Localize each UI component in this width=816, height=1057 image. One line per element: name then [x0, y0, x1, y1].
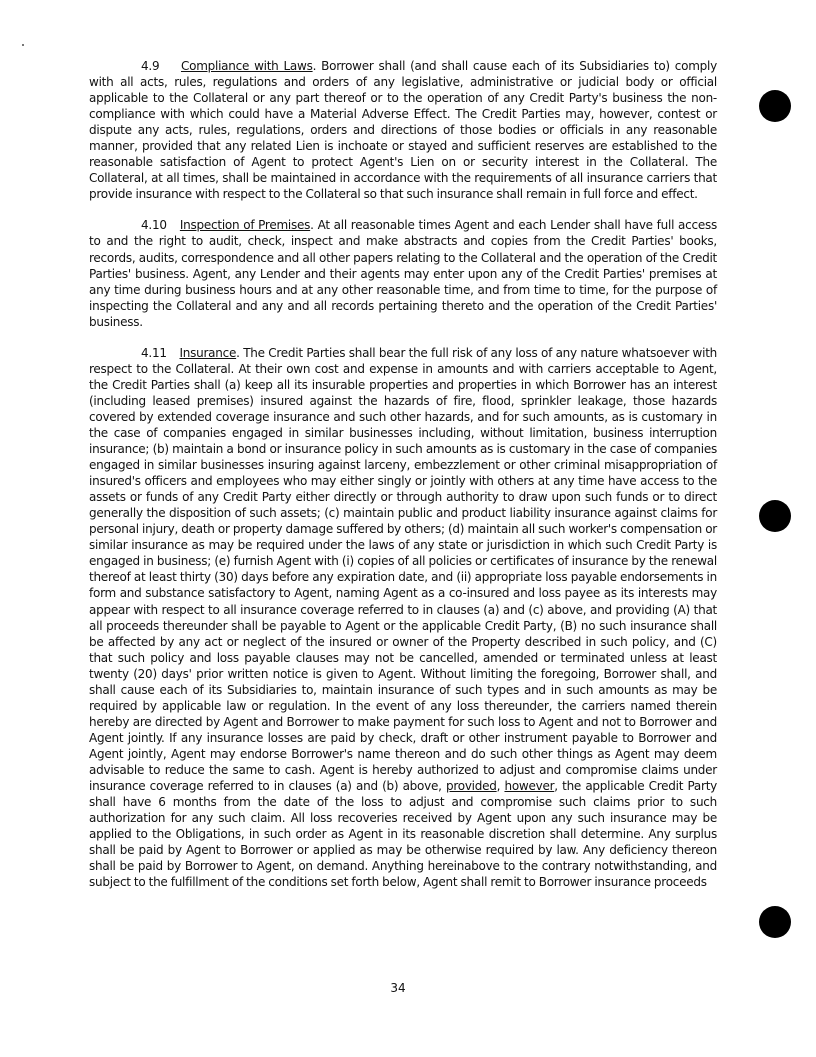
section-number: 4.10 [141, 218, 167, 233]
punch-hole-middle [759, 500, 791, 532]
proviso-provided: provided [445, 779, 497, 794]
section-number: 4.9 [141, 59, 160, 73]
body-text [89, 58, 717, 890]
section-body: Borrower shall (and shall cause each of its Subsidiaries to) comply with all acts, rules, regulations and orders of any legislative, administrative or judicial body or official applicable to the Collateral or any part thereof or to the operation of any Credit Party's business the non-compliance with which could have a Material Adverse Effect. The Credit Parties may, however, contest or dispute any acts, rules, regulations, orders and directions of those bodies or officials in any reasonable manner, provided that any related Lien is inchoate or stayed and sufficient reserves are established to the reasonable satisfaction of Agent to protect Agent's Lien on or security interest in the Collateral. The Collateral, at all times, shall be maintained in accordance with the requirements of all insurance carriers that provide insurance with respect to the Collateral so that such insurance shall remain in full force and effect. [89, 59, 717, 202]
page-number: 34 [390, 981, 406, 995]
punch-hole-bottom [759, 906, 791, 938]
section-4-10: 4.10 Inspection of Premises. At all reasonable times Agent and each Lender shall have full access to and the right to audit, check, inspect and make abstracts and copies from the Credit Parties' books, records, audits, correspondence and all other papers relating to the Collateral and the operation of the Credit Parties' business. Agent, any Lender and their agents may enter upon any of the Credit Parties' premises at any time during business hours and at any other reasonable time, and from time to time, for the purpose of inspecting the Collateral and any and all records pertaining thereto and the operation of the Credit Parties' business. [89, 218, 717, 329]
section-body: At all reasonable times Agent and each Lender shall have full access to and the right to audit, check, inspect and make abstracts and copies from the Credit Parties' books, records, audits, correspondence and all other papers relating to the Collateral and the operation of the Credit Parties' business. Agent, any Lender and their agents may enter upon any of the Credit Parties' premises at any time during business hours and at any other reasonable time, and from time to time, for the purpose of inspecting the Collateral and any and all records pertaining thereto and the operation of the Credit Parties' business. [89, 218, 717, 329]
section-4-11: 4.11 Insurance. The Credit Parties shall bear the full risk of any loss of any nature whatsoever with respect to the Collateral. At their own cost and expense in amounts and with carriers acceptable to Agent, the Credit Parties shall (a) keep all its insurable properties and properties in which Borrower has an interest (including leased premises) insured against the hazards of fire, flood, sprinkler leakage, those hazards covered by extended coverage insurance and such other hazards, and for such amounts, as is customary in the case of companies engaged in similar businesses including, without limitation, business interruption insurance; (b) maintain a bond or insurance policy in such amounts as is customary in the case of companies engaged in similar businesses insuring against larceny, embezzlement or other criminal misappropriation of insured's officers and employees who may either singly or jointly with others at any time have access to the assets or funds of any Credit Party either directly or through authority to draw upon such funds or to direct generally the disposition of such assets; (c) maintain public and product liability insurance against claims for personal injury, death or property damage suffered by others; (d) maintain all such worker's compensation or similar insurance as may be required under the laws of any state or jurisdiction in which such Credit Party is engaged in business; (e) furnish Agent with (i) copies of all policies or certificates of insurance by the renewal thereof at least thirty (30) days before any expiration date, and (ii) appropriate loss payable endorsements in form and substance satisfactory to Agent, naming Agent as a co-insured and loss payee as its interests may appear with respect to all insurance coverage referred to in clauses (a) and (c) above, and providing (A) that all proceeds thereunder shall be payable to Agent or the applicable Credit Party, (B) no such insurance shall be affected by any act or neglect of the insured or owner of the Property described in such policy, and (C) that such policy and loss payable clauses may not be cancelled, amended or terminated unless at least twenty (20) days' prior written notice is given to Agent. Without limiting the foregoing, Borrower shall, and shall cause each of its Subsidiaries to, maintain insurance of such types and in such amounts as may be required by applicable law or regulation. In the event of any loss thereunder, the carriers named therein hereby are directed by Agent and Borrower to make payment for such loss to Agent and not to Borrower and Agent jointly. If any insurance losses are paid by check, draft or other instrument payable to Borrower and Agent jointly, Agent may endorse Borrower's name thereon and do such other things as Agent may deem advisable to reduce the same to cash. Agent is hereby authorized to adjust and compromise claims under insurance coverage referred to in clauses (a) and (b) above, provided, however, the applicable Credit Party shall have 6 months from the date of the loss to adjust and compromise such claims prior to such authorization for any such claim. All loss recoveries received by Agent upon any such insurance may be applied to the Obligations, in such order as Agent in its reasonable discretion shall determine. Any surplus shall be paid by Agent to Borrower or applied as may be otherwise required by law. Any deficiency thereon shall be paid by Borrower to Agent, on demand. Anything hereinabove to the contrary notwithstanding, and subject to the fulfillment of the conditions set forth below, Agent shall remit to Borrower insurance proceeds [89, 345, 718, 890]
section-heading: Compliance with Laws [180, 59, 313, 73]
scan-speck [22, 44, 24, 46]
section-4-9: 4.9 Compliance with Laws. Borrower shall (and shall cause each of its Subsidiaries to) comply with all acts, rules, regulations and orders of any legislative, administrative or judicial body or official applicable to the Collateral or any part thereof or to the operation of any Credit Party's business the non-compliance with which could have a Material Adverse Effect. The Credit Parties may, however, contest or dispute any acts, rules, regulations, orders and directions of those bodies or officials in any reasonable manner, provided that any related Lien is inchoate or stayed and sufficient reserves are established to the reasonable satisfaction of Agent to protect Agent's Lien on or security interest in the Collateral. The Collateral, at all times, shall be maintained in accordance with the requirements of all insurance carriers that provide insurance with respect to the Collateral so that such insurance shall remain in full force and effect. [89, 59, 717, 202]
proviso-however: however [504, 779, 555, 794]
section-body: The Credit Parties shall bear the full risk of any loss of any nature whatsoever with respect to the Collateral. At their own cost and expense in amounts and with carriers acceptable to Agent, the Credit Parties shall (a) keep all its insurable properties and properties in which Borrower has an interest (including leased premises) insured against the hazards of fire, flood, sprinkler leakage, those hazards covered by extended coverage insurance and such other hazards, and for such amounts, as is customary in the case of companies engaged in similar businesses including, without limitation, business interruption insurance; (b) maintain a bond or insurance policy in such amounts as is customary in the case of companies engaged in similar businesses insuring against larceny, embezzlement or other criminal misappropriation of insured's officers and employees who may either singly or jointly with others at any time have access to the assets or funds of any Credit Party either directly or through authority to draw upon such funds or to direct generally the disposition of such assets; (c) maintain public and product liability insurance against claims for personal injury, death or property damage suffered by others; (d) maintain all such worker's compensation or similar insurance as may be required under the laws of any state or jurisdiction in which such Credit Party is engaged in business; (e) furnish Agent with (i) copies of all policies or certificates of insurance by the renewal thereof at least thirty (30) days before any expiration date, and (ii) appropriate loss payable endorsements in form and substance satisfactory to Agent, naming Agent as a co-insured and loss payee as its interests may appear with respect to all insurance coverage referred to in clauses (a) and (c) above, and providing (A) that all proceeds thereunder shall be payable to Agent or the applicable Credit Party, (B) no such insurance shall be affected by any act or neglect of the insured or owner of the Property described in such policy, and (C) that such policy and loss payable clauses may not be cancelled, amended or terminated unless at least twenty (20) days' prior written notice is given to Agent. Without limiting the foregoing, Borrower shall, and shall cause each of its Subsidiaries to, maintain insurance of such types and in such amounts as may be required by applicable law or regulation. In the event of any loss thereunder, the carriers named therein hereby are directed by Agent and Borrower to make payment for such loss to Agent and not to Borrower and Agent jointly. If any insurance losses are paid by check, draft or other instrument payable to Borrower and Agent jointly, Agent may endorse Borrower's name thereon and do such other things as Agent may deem advisable to reduce the same to cash. Agent is hereby authorized to adjust and compromise claims under insurance coverage referred to in clauses (a) and (b) above, [89, 345, 717, 794]
section-heading: Inspection of Premises [179, 218, 311, 233]
section-body-continued: the applicable Credit Party shall have 6 months from the date of the loss to adjust and compromise such claims prior to such authorization for any such claim. All loss recoveries received by Agent upon any such insurance may be applied to the Obligations, in such order as Agent in its reasonable discretion shall determine. Any surplus shall be paid by Agent to Borrower or applied as may be otherwise required by law. Any deficiency thereon shall be paid by Borrower to Agent, on demand. Anything hereinabove to the contrary notwithstanding, and subject to the fulfillment of the conditions set forth below, Agent shall remit to Borrower insurance proceeds [89, 779, 718, 890]
section-number: 4.11 [141, 345, 167, 360]
punch-hole-top [759, 90, 791, 122]
section-heading: Insurance [179, 345, 237, 360]
